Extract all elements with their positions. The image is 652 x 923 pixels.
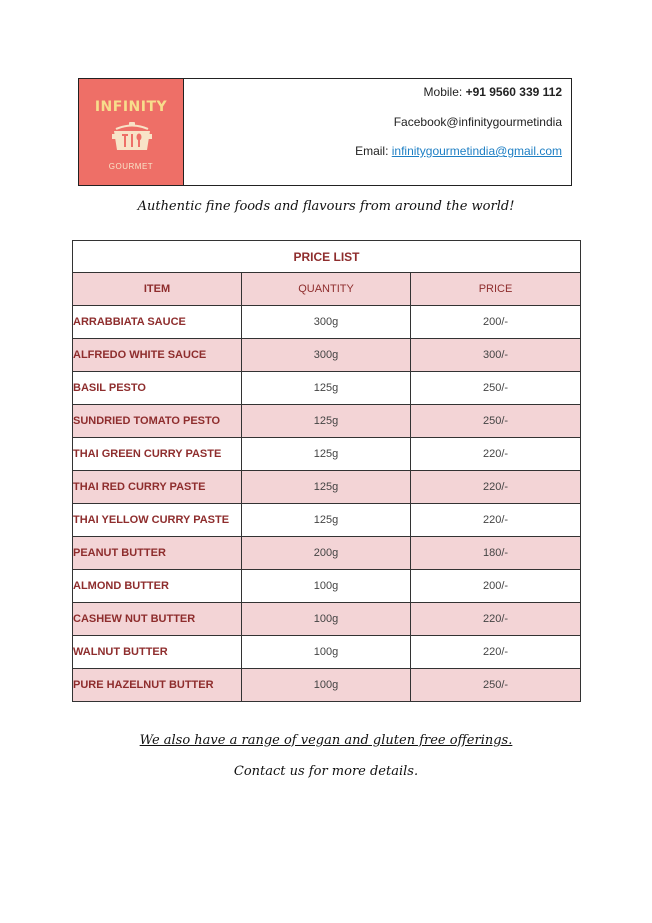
table-row [73,372,581,405]
item-quantity: 100g [242,636,411,669]
footer-contact-note: Contact us for more details. [233,764,419,779]
table-row [73,306,581,339]
item-price: 300/- [411,339,581,372]
table-row [73,339,581,372]
item-price: 250/- [411,669,581,702]
item-quantity: 125g [242,405,411,438]
price-list-table [72,240,581,702]
item-quantity: 200g [242,537,411,570]
cooking-pot-icon [112,119,152,153]
item-quantity: 100g [242,570,411,603]
column-header-price: PRICE [411,273,581,306]
table-row [73,537,581,570]
item-quantity: 125g [242,438,411,471]
item-name: ALMOND BUTTER [73,570,242,603]
item-quantity: 100g [242,603,411,636]
price-list-title: PRICE LIST [73,241,581,273]
item-price: 200/- [411,570,581,603]
item-quantity: 125g [242,471,411,504]
item-price: 220/- [411,636,581,669]
contact-mobile [424,85,562,99]
item-price: 200/- [411,306,581,339]
column-header-item: ITEM [73,273,242,306]
item-name: THAI RED CURRY PASTE [73,471,242,504]
column-header-quantity: QUANTITY [242,273,411,306]
header-box [78,78,572,186]
tagline: Authentic fine foods and flavours from around the world! [137,199,515,214]
contact-email [355,144,562,158]
footer-vegan-note: We also have a range of vegan and gluten free offerings. [139,733,513,748]
price-list-title-row [73,241,581,273]
table-row [73,438,581,471]
table-row [73,504,581,537]
mobile-number[interactable]: +91 9560 339 112 [465,85,562,99]
item-name: THAI GREEN CURRY PASTE [73,438,242,471]
item-name: ALFREDO WHITE SAUCE [73,339,242,372]
table-row [73,603,581,636]
item-price: 250/- [411,372,581,405]
item-price: 220/- [411,504,581,537]
brand-logo [79,79,184,185]
table-row [73,669,581,702]
item-name: WALNUT BUTTER [73,636,242,669]
item-price: 220/- [411,471,581,504]
logo-subtitle: GOURMET [108,162,154,171]
email-link[interactable]: infinitygourmetindia@gmail.com [391,144,562,158]
mobile-label: Mobile: [423,85,463,99]
table-row [73,570,581,603]
contact-facebook: Facebook@infinitygourmetindia [393,115,562,129]
item-price: 220/- [411,603,581,636]
item-price: 220/- [411,438,581,471]
item-name: PEANUT BUTTER [73,537,242,570]
item-quantity: 125g [242,504,411,537]
item-quantity: 100g [242,669,411,702]
item-name: BASIL PESTO [73,372,242,405]
item-quantity: 300g [242,339,411,372]
item-name: ARRABBIATA SAUCE [73,306,242,339]
item-name: SUNDRIED TOMATO PESTO [73,405,242,438]
price-list-header-row [73,273,581,306]
item-quantity: 125g [242,372,411,405]
item-quantity: 300g [242,306,411,339]
table-row [73,471,581,504]
item-name: THAI YELLOW CURRY PASTE [73,504,242,537]
item-price: 250/- [411,405,581,438]
item-name: PURE HAZELNUT BUTTER [73,669,242,702]
item-name: CASHEW NUT BUTTER [73,603,242,636]
logo-brand-text: INFINITY [94,99,168,115]
table-row [73,636,581,669]
email-label: Email: [355,144,389,158]
item-price: 180/- [411,537,581,570]
table-row [73,405,581,438]
